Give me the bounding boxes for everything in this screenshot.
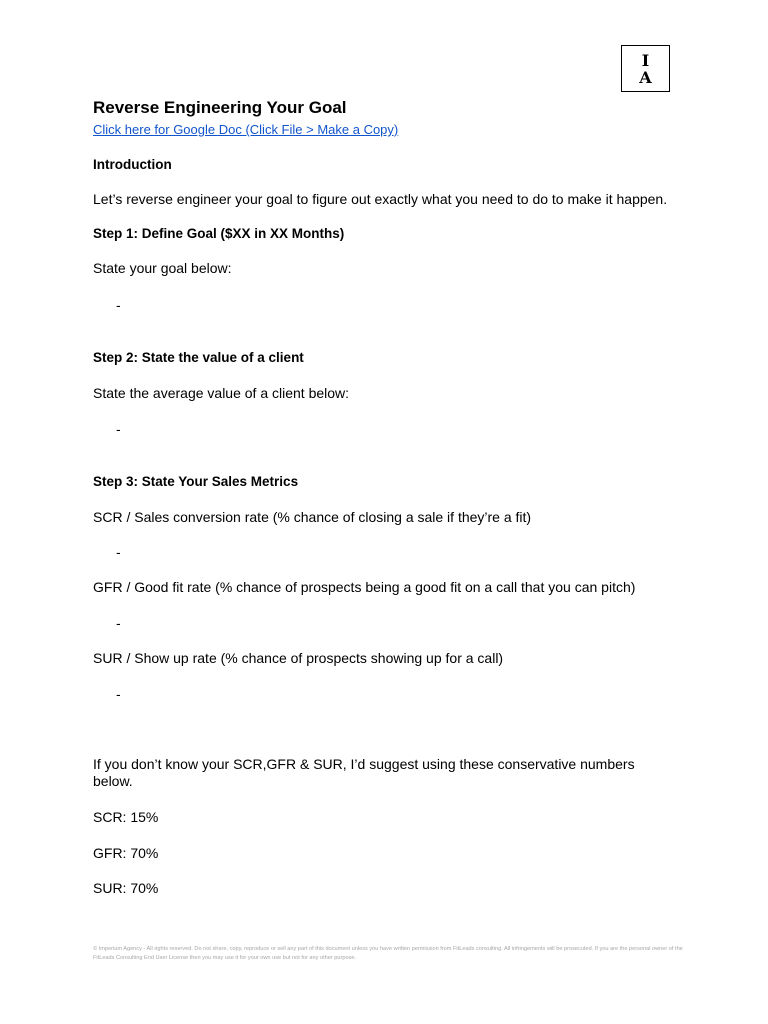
step1-bullet: - <box>116 297 121 313</box>
metric-gfr-bullet: - <box>116 615 121 631</box>
step2-bullet: - <box>116 421 121 437</box>
metric-scr-label: SCR / Sales conversion rate (% chance of closing a sale if they’re a fit) <box>93 509 532 525</box>
metric-sur-label: SUR / Show up rate (% chance of prospects showing up for a call) <box>93 650 504 666</box>
google-doc-link[interactable]: Click here for Google Doc (Click File > Make a Copy) <box>93 122 399 137</box>
logo-letter-bottom: A <box>639 67 652 87</box>
step2-heading: Step 2: State the value of a client <box>93 350 304 365</box>
metric-sur-bullet: - <box>116 686 121 702</box>
page-title: Reverse Engineering Your Goal <box>93 98 347 117</box>
step1-prompt: State your goal below: <box>93 260 232 276</box>
step3-heading: Step 3: State Your Sales Metrics <box>93 474 299 489</box>
default-scr: SCR: 15% <box>93 809 159 825</box>
default-sur: SUR: 70% <box>93 880 159 896</box>
copyright-footer: © Imperium Agency - All rights reserved. Do not share, copy, reproduce or sell any part of this document unless you have written permission from FitLeads consulting. All infringements will be prosecuted. If you are the personal owner of the FitLeads Consulting End User License then you may use it for your own use but not for any other purpose. <box>93 946 683 961</box>
logo-letter-top: I <box>641 50 650 70</box>
logo <box>621 45 670 92</box>
introduction-body: Let’s reverse engineer your goal to figure out exactly what you need to do to make it happen. <box>93 191 668 207</box>
step2-prompt: State the average value of a client below: <box>93 385 350 401</box>
metric-gfr-label: GFR / Good fit rate (% chance of prospects being a good fit on a call that you can pitch) <box>93 579 636 595</box>
metric-scr-bullet: - <box>116 544 121 560</box>
default-gfr: GFR: 70% <box>93 845 159 861</box>
step1-heading: Step 1: Define Goal ($XX in XX Months) <box>93 226 345 241</box>
defaults-note: If you don’t know your SCR,GFR & SUR, I’d suggest using these conservative numbers below. <box>93 756 635 789</box>
introduction-heading: Introduction <box>93 157 172 172</box>
